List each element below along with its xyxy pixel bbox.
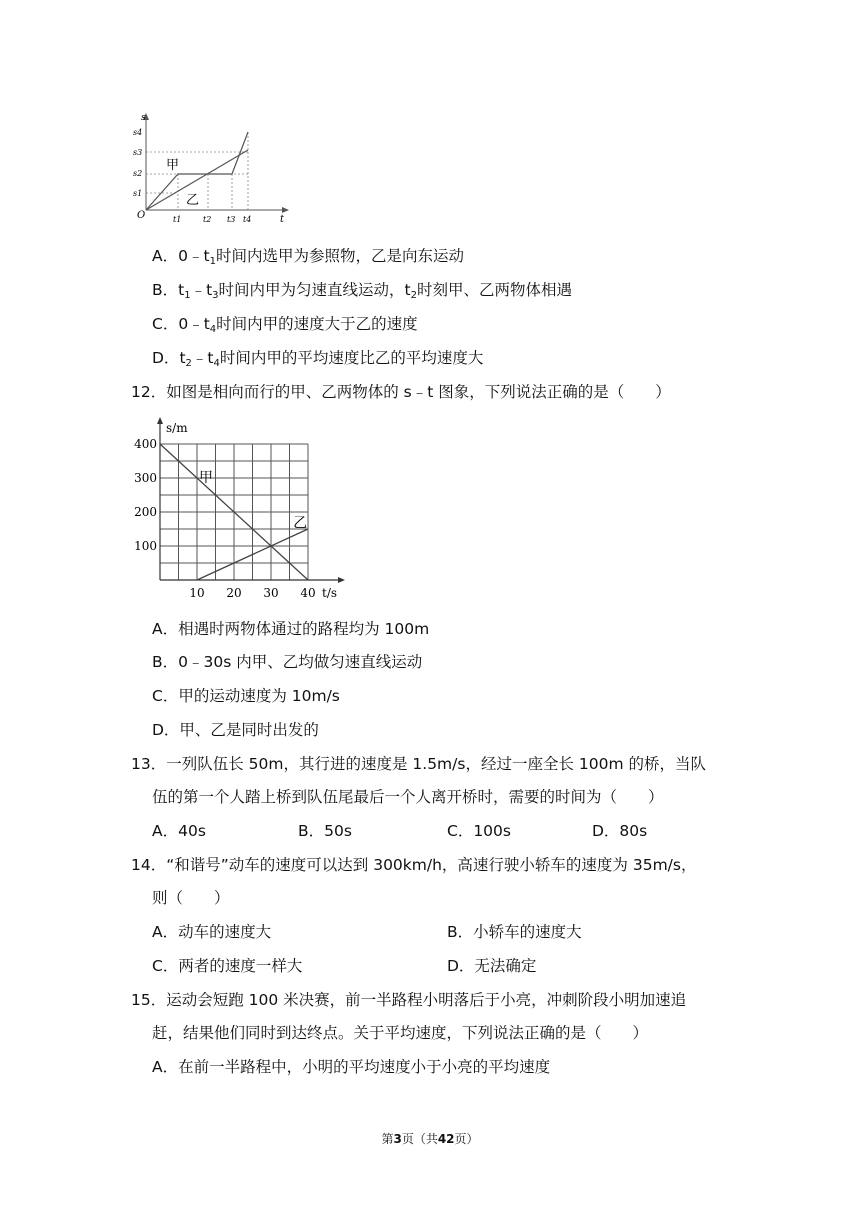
jia-label: 甲 [166, 158, 180, 173]
q11-option-a: A．$0﹣t_1$时间内选甲为参照物，乙是向东运动 [152, 247, 464, 267]
y-tick-label: 400 [134, 437, 157, 451]
series-label-yi: 乙 [293, 515, 308, 532]
q12-option-b: B．0﹣30s 内甲、乙均做匀速直线运动 [152, 653, 423, 671]
x-tick-label: 20 [226, 586, 242, 600]
x-axis-arrow [338, 577, 345, 583]
y-axis-arrow [157, 417, 163, 424]
s4-tick: s4 [133, 128, 143, 137]
t2-tick: t2 [203, 215, 212, 224]
q14-option-b: B．小轿车的速度大 [447, 923, 582, 941]
q11-option-c: C．$0﹣t_4$时间内甲的速度大于乙的速度 [152, 315, 418, 335]
page-footer: 第3页（共42页） [381, 1132, 479, 1146]
q14-stem-line2: 则（ ） [152, 889, 230, 907]
q14-option-d: D．无法确定 [447, 957, 537, 975]
q15-stem-line2: 赶，结果他们同时到达终点。关于平均速度，下列说法正确的是（ ） [152, 1024, 649, 1042]
q13-option-a: A．40s [152, 822, 206, 840]
q13-option-c: C．100s [447, 822, 511, 840]
x-axis-label: t/s [322, 586, 338, 600]
y-axis-label: s/m [166, 421, 188, 435]
q14-option-c: C．两者的速度一样大 [152, 957, 303, 975]
t-axis-label: t [280, 214, 285, 225]
y-tick-label: 100 [134, 539, 157, 553]
series-label-jia: 甲 [199, 470, 213, 486]
t3-tick: t3 [227, 215, 236, 224]
q13-stem-line2: 伍的第一个人踏上桥到队伍尾最后一个人离开桥时，需要的时间为（ ） [152, 788, 664, 806]
q12-st-chart [126, 414, 356, 606]
t4-tick: t4 [243, 215, 252, 224]
s1-tick: s1 [133, 189, 143, 198]
y-tick-label: 200 [134, 505, 157, 519]
x-tick-label: 40 [300, 586, 316, 600]
q12-option-a: A．相遇时两物体通过的路程均为 100m [152, 620, 430, 638]
q15-option-a: A．在前一半路程中，小明的平均速度小于小亮的平均速度 [152, 1058, 551, 1076]
q11-option-d: D．$t_2﹣t_4$时间内甲的平均速度比乙的平均速度大 [152, 349, 484, 369]
q11-st-graph [128, 108, 298, 228]
q11-option-b: B．$t_1﹣t_3$时间内甲为匀速直线运动，$t_2$时刻甲、乙两物体相遇 [152, 281, 573, 301]
x-tick-label: 30 [263, 586, 279, 600]
q13-stem-line1: 13．一列队伍长 50m，其行进的速度是 1.5m/s，经过一座全长 100m 的桥，当队 [131, 755, 706, 773]
q13-option-d: D．80s [592, 822, 648, 840]
y-tick-label: 300 [134, 471, 157, 485]
yi-label: 乙 [186, 193, 200, 208]
s3-tick: s3 [133, 148, 143, 157]
origin-label: O [137, 210, 146, 221]
q12-option-d: D．甲、乙是同时出发的 [152, 721, 319, 739]
q12-stem: 12．如图是相向而行的甲、乙两物体的 s﹣t 图象，下列说法正确的是（ ） [131, 383, 671, 401]
q14-stem-line1: 14．“和谐号”动车的速度可以达到 300km/h，高速行驶小轿车的速度为 35m/s， [131, 856, 697, 874]
t1-tick: t1 [173, 215, 182, 224]
q14-option-a: A．动车的速度大 [152, 923, 272, 941]
q13-option-b: B．50s [298, 822, 352, 840]
x-tick-label: 10 [189, 586, 205, 600]
s-axis-label: s [141, 113, 146, 123]
s2-tick: s2 [133, 169, 143, 178]
q15-stem-line1: 15．运动会短跑 100 米决赛，前一半路程小明落后于小亮，冲刺阶段小明加速追 [131, 991, 687, 1009]
q12-option-c: C．甲的运动速度为 10m/s [152, 687, 340, 705]
